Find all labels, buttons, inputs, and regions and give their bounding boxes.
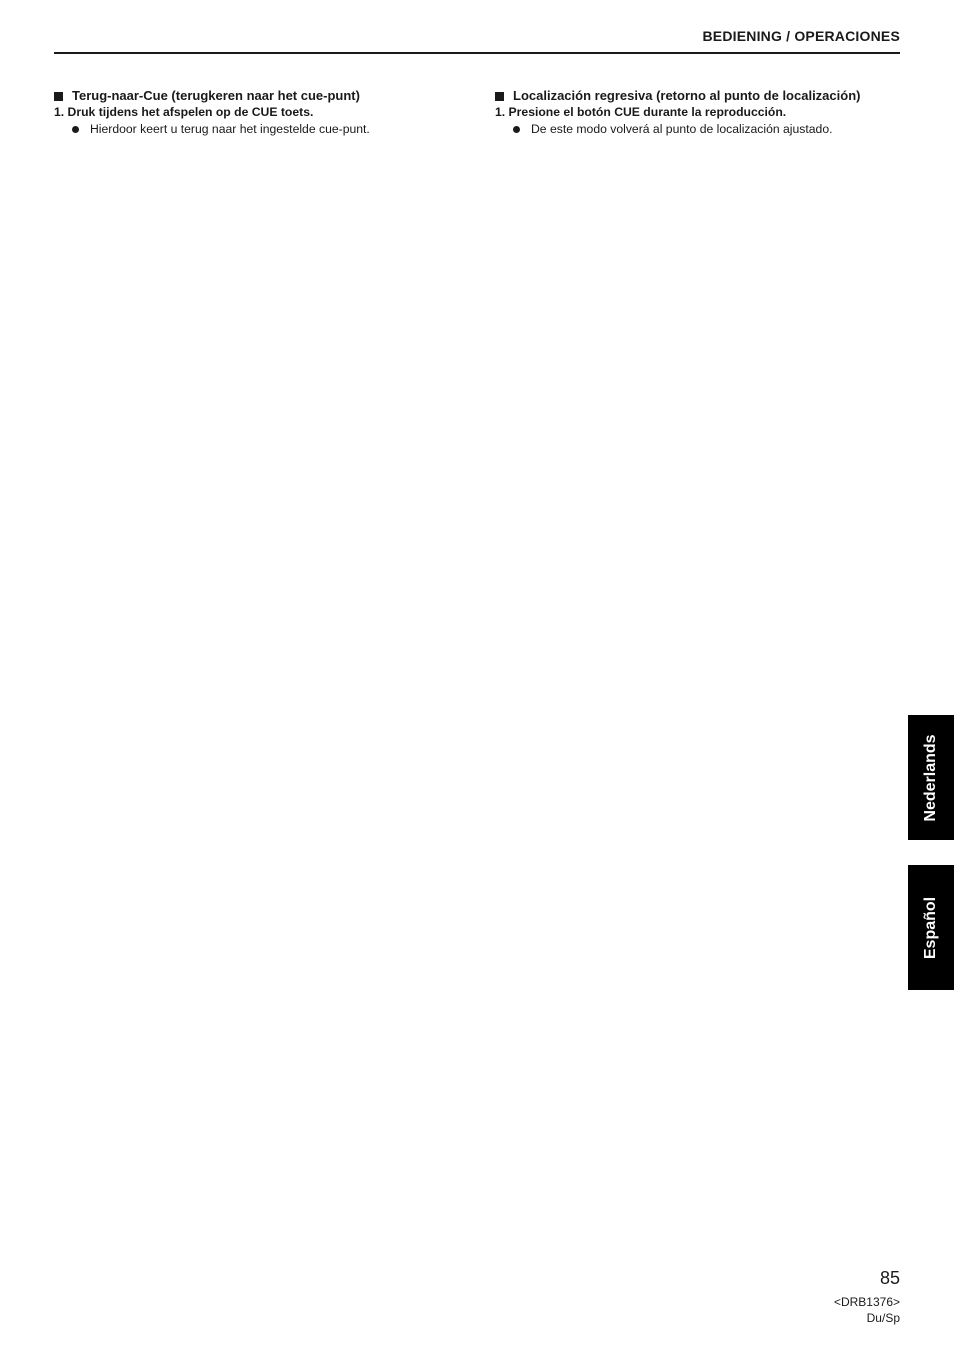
left-column bbox=[54, 88, 459, 1137]
left-step: 1. Druk tijdens het afspelen op de CUE toets. bbox=[54, 105, 314, 120]
left-subheading-text: Terug-naar-Cue (terugkeren naar het cue-punt) bbox=[72, 88, 360, 103]
right-bullet bbox=[495, 121, 900, 137]
language-tab-nederlands bbox=[908, 715, 954, 840]
left-bullet-text: Hierdoor keert u terug naar het ingestelde cue-punt. bbox=[90, 121, 370, 136]
header-rule bbox=[54, 52, 900, 54]
page-number: 85 bbox=[879, 1268, 900, 1288]
right-subheading-text: Localización regresiva (retorno al punto de localización) bbox=[513, 88, 861, 103]
right-step: 1. Presione el botón CUE durante la reproducción. bbox=[495, 105, 787, 120]
page-header-title: BEDIENING / OPERACIONES bbox=[702, 28, 900, 44]
bullet-dot-icon bbox=[72, 126, 79, 133]
left-subheading bbox=[54, 88, 459, 104]
bullet-dot-icon bbox=[513, 126, 520, 133]
left-column-rest bbox=[54, 137, 459, 1137]
document-language: Du/Sp bbox=[866, 1311, 900, 1325]
document-code bbox=[834, 1294, 900, 1326]
right-column-rest bbox=[495, 137, 900, 1137]
language-tab-label: Nederlands bbox=[922, 733, 939, 822]
right-bullet-text: De este modo volverá al punto de localización ajustado. bbox=[531, 121, 833, 136]
right-subheading bbox=[495, 88, 900, 104]
document-code-id: <DRB1376> bbox=[833, 1295, 900, 1309]
left-bullet bbox=[54, 121, 459, 137]
language-tab-espanol bbox=[908, 865, 954, 990]
square-bullet-icon bbox=[54, 92, 63, 101]
language-tab-label: Español bbox=[922, 896, 939, 959]
square-bullet-icon bbox=[495, 92, 504, 101]
right-column bbox=[495, 88, 900, 1137]
